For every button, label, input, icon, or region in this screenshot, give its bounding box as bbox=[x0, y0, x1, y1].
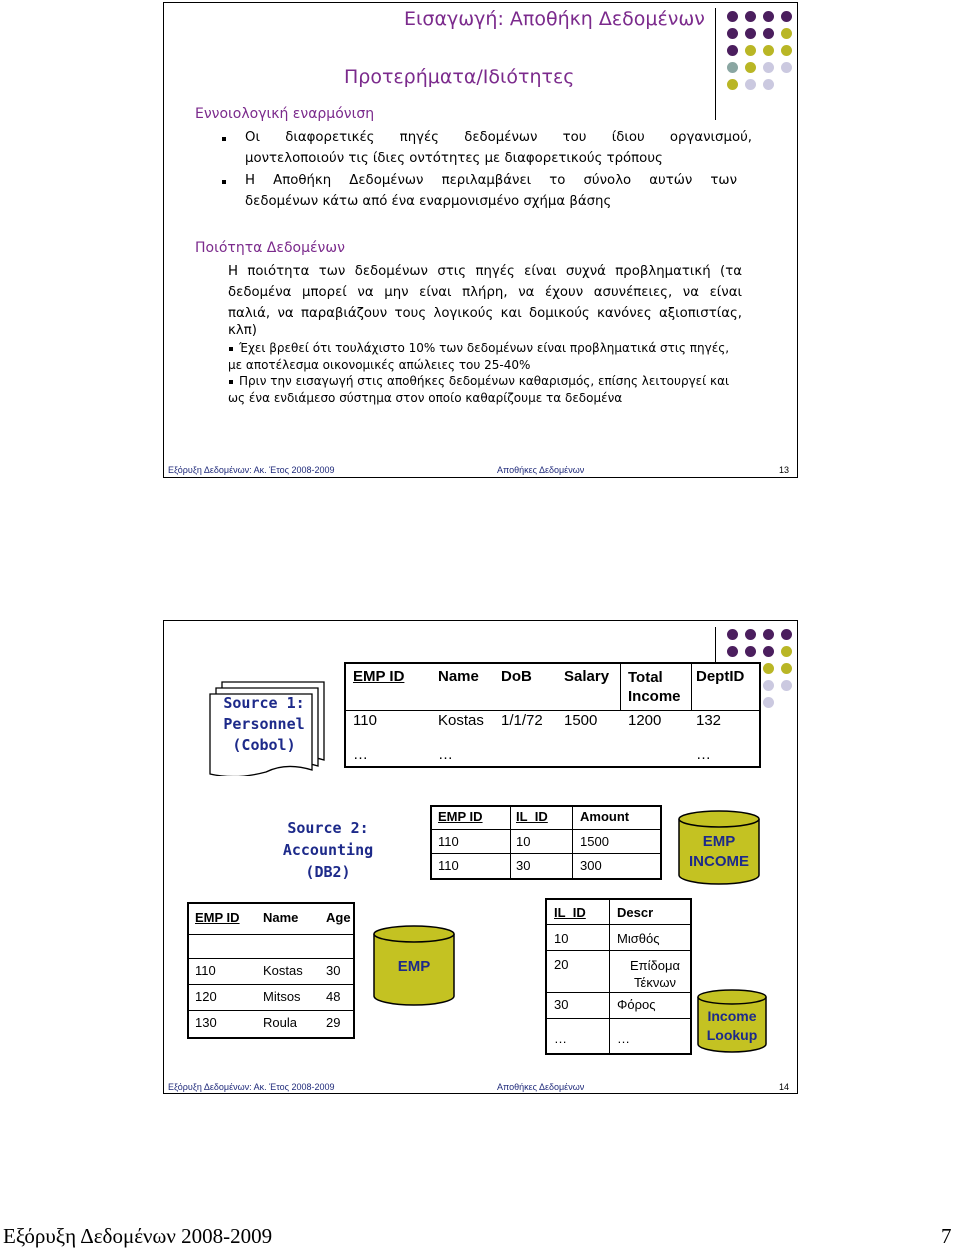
t2-header-ilid: IL_ID bbox=[516, 809, 548, 824]
sub1-line2: με αποτέλεσμα οικονομικές απώλειες του 25-40% bbox=[228, 358, 531, 372]
income-lookup-label: Income Lookup bbox=[706, 1008, 758, 1043]
decorative-dots bbox=[727, 11, 792, 90]
source1-label: Source 1: Personnel (Cobol) bbox=[223, 694, 305, 754]
slide13-footer-center: Αποθήκες Δεδομένων bbox=[497, 465, 585, 475]
t1-r1-empid: 110 bbox=[353, 712, 377, 729]
bullet2-line1: Η Αποθήκη Δεδομένων περιλαμβάνει το σύνολο αυτών των bbox=[245, 173, 737, 188]
emp-label: EMP bbox=[397, 958, 431, 975]
t3-r2-empid: 120 bbox=[195, 989, 217, 1004]
t2-r2-empid: 110 bbox=[438, 858, 459, 873]
emp-income-label: EMP INCOME bbox=[689, 833, 749, 870]
bullet-marker bbox=[229, 380, 233, 384]
page-number: 7 bbox=[941, 1224, 952, 1248]
t3-r1-empid: 110 bbox=[195, 963, 216, 978]
source2-label: Source 2: Accounting (DB2) bbox=[282, 819, 374, 881]
bullet1-line1: Οι διαφορετικές πηγές δεδομένων του ίδιου οργανισμού, bbox=[245, 130, 752, 145]
t2-r1-ilid: 10 bbox=[516, 834, 531, 849]
t1-header-total-income: Total Income bbox=[628, 669, 681, 705]
t4-r2-ilid: 20 bbox=[554, 957, 569, 972]
quality-line1: Η ποιότητα των δεδομένων στις πηγές είναι συχνά προβληματική (τα bbox=[228, 264, 742, 279]
quality-line2: δεδομένα μπορεί να μην είναι πλήρη, να έχουν ασυνέπειες, να είναι bbox=[228, 285, 742, 300]
section-heading-quality: Ποιότητα Δεδομένων bbox=[195, 240, 345, 256]
sub2-line2: ως ένα ενδιάμεσο σύστημα στον οποίο καθαρίζουμε τα δεδομένα bbox=[228, 391, 623, 405]
bullet-marker bbox=[229, 347, 233, 351]
t3-header-empid: EMP ID bbox=[195, 910, 240, 925]
t1-r2-deptid: … bbox=[696, 746, 711, 763]
t1-header-empid: EMP ID bbox=[353, 668, 405, 685]
t1-header-salary: Salary bbox=[564, 668, 610, 685]
t1-r2-empid: … bbox=[353, 746, 368, 763]
t4-r1-descr: Μισθός bbox=[617, 931, 660, 946]
t2-r2-amount: 300 bbox=[580, 858, 602, 873]
t4-r1-ilid: 10 bbox=[554, 931, 569, 946]
t2-r1-amount: 1500 bbox=[580, 834, 609, 849]
quality-line3: παλιά, να παραβιάζουν τους λογικούς και δομικούς κανόνες αξιοπιστίας, bbox=[228, 306, 742, 321]
t1-r1-dob: 1/1/72 bbox=[501, 712, 543, 729]
t4-header-descr: Descr bbox=[617, 905, 654, 920]
t4-r3-ilid: 30 bbox=[554, 997, 569, 1012]
t3-r1-age: 30 bbox=[326, 963, 341, 978]
t3-header-name: Name bbox=[263, 910, 299, 925]
sub2-line1: Πριν την εισαγωγή στις αποθήκες δεδομένων καθαρισμός, επίσης λειτουργεί και bbox=[239, 374, 730, 388]
t1-r1-total: 1200 bbox=[628, 712, 662, 729]
page-footer-title: Εξόρυξη Δεδομένων 2008-2009 bbox=[3, 1224, 273, 1248]
slide14-footer-left: Εξόρυξη Δεδομένων: Ακ. Έτος 2008-2009 bbox=[168, 1082, 335, 1092]
title-divider bbox=[715, 8, 716, 120]
t3-r3-empid: 130 bbox=[195, 1015, 217, 1030]
t1-r2-name: … bbox=[438, 746, 453, 763]
sub1-line1: Έχει βρεθεί ότι τουλάχιστο 10% των δεδομένων είναι προβληματικά στις πηγές, bbox=[239, 341, 730, 355]
t1-header-deptid: DeptID bbox=[696, 668, 745, 685]
t4-header-ilid: IL_ID bbox=[554, 905, 586, 920]
bullet1-line2: μοντελοποιούν τις ίδιες οντότητες με διαφορετικούς τρόπους bbox=[245, 151, 663, 166]
t4-r4-ilid: … bbox=[554, 1031, 567, 1046]
section-heading-harmonization: Εννοιολογική εναρμόνιση bbox=[195, 106, 375, 122]
t3-header-age: Age bbox=[326, 910, 351, 925]
bullet-marker bbox=[222, 137, 226, 141]
t1-header-name: Name bbox=[438, 668, 479, 685]
t3-r2-age: 48 bbox=[326, 989, 341, 1004]
t2-r2-ilid: 30 bbox=[516, 858, 531, 873]
t2-header-amount: Amount bbox=[580, 809, 630, 824]
slide14-footer-center: Αποθήκες Δεδομένων bbox=[497, 1082, 585, 1092]
t1-r1-deptid: 132 bbox=[696, 712, 722, 729]
t3-r2-name: Mitsos bbox=[263, 989, 301, 1004]
t3-r3-age: 29 bbox=[326, 1015, 341, 1030]
slide14-page-number: 14 bbox=[779, 1082, 790, 1092]
t3-r3-name: Roula bbox=[263, 1015, 297, 1030]
t1-r1-salary: 1500 bbox=[564, 712, 598, 729]
bullet-marker bbox=[222, 180, 226, 184]
t1-header-dob: DoB bbox=[501, 668, 532, 685]
t4-r4-descr: … bbox=[617, 1031, 630, 1046]
t4-r3-descr: Φόρος bbox=[617, 997, 656, 1012]
t3-r1-name: Kostas bbox=[263, 963, 303, 978]
t2-r1-empid: 110 bbox=[438, 834, 459, 849]
t4-r2-descr: Επίδομα Τέκνων bbox=[629, 958, 680, 990]
slide13-footer-left: Εξόρυξη Δεδομένων: Ακ. Έτος 2008-2009 bbox=[168, 465, 335, 475]
t1-r1-name: Kostas bbox=[438, 712, 484, 729]
slide-subtitle: Προτερήματα/Ιδιότητες bbox=[344, 66, 575, 88]
t2-header-empid: EMP ID bbox=[438, 809, 483, 824]
quality-line4: κλπ) bbox=[228, 323, 257, 338]
slide-title: Εισαγωγή: Αποθήκη Δεδομένων bbox=[404, 8, 705, 30]
bullet2-line2: δεδομένων κάτω από ένα εναρμονισμένο σχήμα βάσης bbox=[245, 194, 612, 209]
slide13-page-number: 13 bbox=[779, 465, 790, 475]
